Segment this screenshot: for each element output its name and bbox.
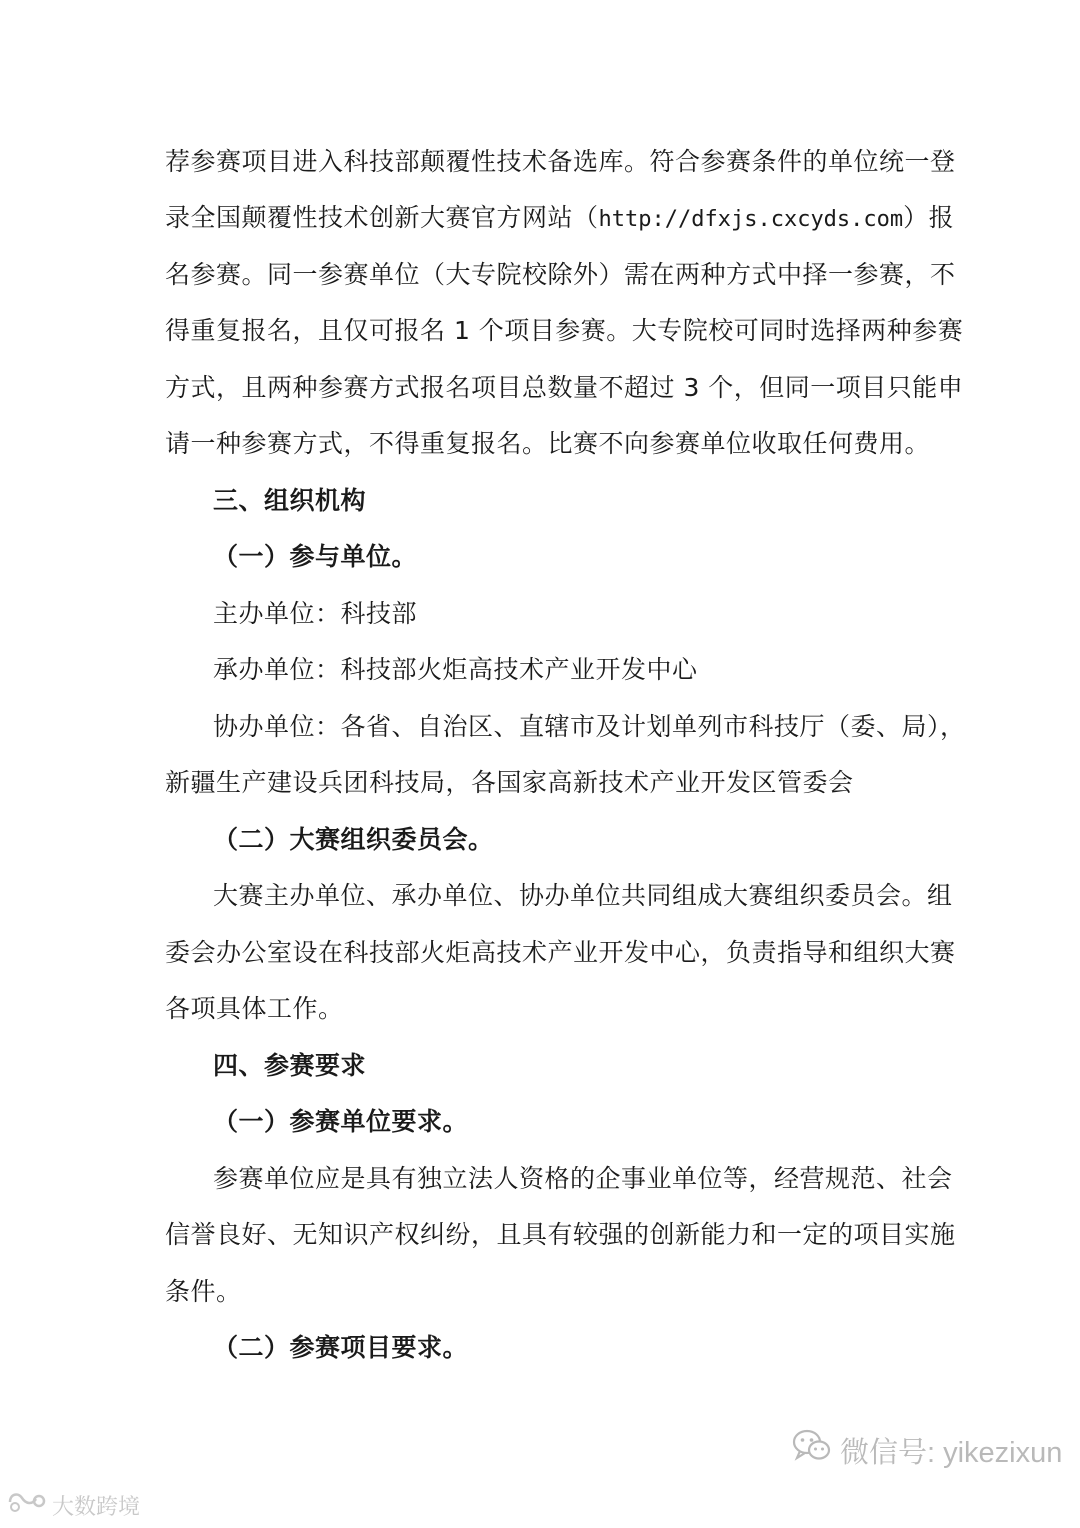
wechat-id-text: 微信号: yikezixun <box>840 1436 1063 1469</box>
subsection-3-2-heading: （二）大赛组织委员会。 <box>213 825 494 854</box>
para1-line2-tail: ）报 <box>903 203 955 232</box>
brand-watermark <box>6 1490 140 1520</box>
organizer-unit: 承办单位：科技部火炬高技术产业开发中心 <box>213 655 698 684</box>
section-3-heading: 三、组织机构 <box>213 486 367 515</box>
committee-line2: 委会办公室设在科技部火炬高技术产业开发中心，负责指导和组织大赛 <box>165 938 956 967</box>
para1-line3: 名参赛。同一参赛单位（大专院校除外）需在两种方式中择一参赛，不 <box>165 260 956 289</box>
unit-requirement-line2: 信誉良好、无知识产权纠纷，且具有较强的创新能力和一定的项目实施 <box>165 1220 956 1249</box>
unit-requirement-line3: 条件。 <box>165 1277 242 1306</box>
wechat-watermark <box>792 1428 1062 1472</box>
para1-line4: 得重复报名，且仅可报名 1 个项目参赛。大专院校可同时选择两种参赛 <box>165 316 964 345</box>
brand-name-text: 大数跨境 <box>52 1493 141 1519</box>
para1-line2-text: 录全国颠覆性技术创新大赛官方网站（ <box>165 203 599 232</box>
co-organizer-line2: 新疆生产建设兵团科技局，各国家高新技术产业开发区管委会 <box>165 768 854 797</box>
brand-logo-icon <box>6 1489 46 1521</box>
unit-requirement-line1: 参赛单位应是具有独立法人资格的企事业单位等，经营规范、社会 <box>213 1164 953 1193</box>
subsection-4-2-heading: （二）参赛项目要求。 <box>213 1333 469 1362</box>
para1-line5: 方式，且两种参赛方式报名项目总数量不超过 3 个，但同一项目只能申 <box>165 373 964 402</box>
para1-line2 <box>165 201 955 237</box>
wechat-icon <box>792 1428 832 1472</box>
section-4-heading: 四、参赛要求 <box>213 1051 367 1080</box>
subsection-4-1-heading: （一）参赛单位要求。 <box>213 1107 469 1136</box>
para1-line1: 荐参赛项目进入科技部颠覆性技术备选库。符合参赛条件的单位统一登 <box>165 147 956 176</box>
committee-line1: 大赛主办单位、承办单位、协办单位共同组成大赛组织委员会。组 <box>213 881 953 910</box>
committee-line3: 各项具体工作。 <box>165 994 344 1023</box>
official-website-url[interactable]: http://dfxjs.cxcyds.com <box>598 207 904 232</box>
para1-line6: 请一种参赛方式，不得重复报名。比赛不向参赛单位收取任何费用。 <box>165 429 931 458</box>
host-unit: 主办单位：科技部 <box>213 599 418 628</box>
co-organizer-line1: 协办单位：各省、自治区、直辖市及计划单列市科技厅（委、局）， <box>213 712 966 741</box>
subsection-3-1-heading: （一）参与单位。 <box>213 542 418 571</box>
